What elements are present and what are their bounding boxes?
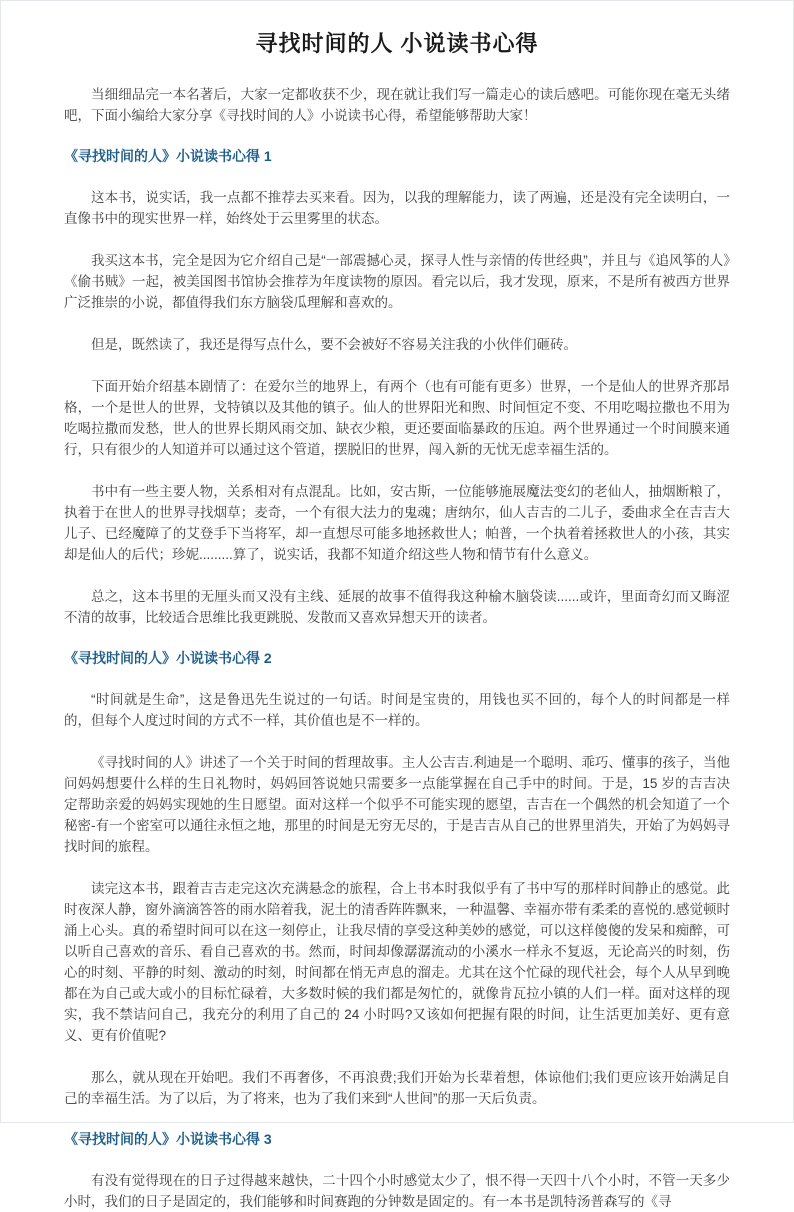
paragraph: 总之，这本书里的无厘头而又没有主线、延展的故事不值得我这种榆木脑袋读......或许，里面奇幻而又晦涩不清的故事，比较适合思维比我更跳脱、发散而又喜欢异想天开的读者。 [64,589,730,625]
section-2-heading: 《寻找时间的人》小说读书心得 2 [64,650,272,666]
paragraph: “时间就是生命”，这是鲁迅先生说过的一句话。时间是宝贵的，用钱也买不回的，每个人的时间都是一样的，但每个人度过时间的方式不一样，其价值也是不一样的。 [64,692,730,728]
section-1-heading: 《寻找时间的人》小说读书心得 1 [64,148,272,164]
section-3-heading: 《寻找时间的人》小说读书心得 3 [64,1131,272,1147]
paragraph: 书中有一些主要人物，关系相对有点混乱。比如，安古斯，一位能够施展魔法变幻的老仙人，抽烟断粮了，执着于在世人的世界寻找烟草；麦奇，一个有很大法力的鬼魂；唐纳尔，仙人吉吉的二儿子，委曲求全在吉吉大儿子、已经魔障了的艾登手下当将军，却一直想尽可能多地拯救世人；帕普，一个执着着拯救世人的小孩，其实却是仙人的后代；珍妮.........算了，说实话，我都不知道介绍这些人物和情节有什么意义。 [64,484,730,562]
paragraph: 那么，就从现在开始吧。我们不再奢侈，不再浪费;我们开始为长辈着想，体谅他们;我们更应该开始满足自己的幸福生活。为了以后，为了将来，也为了我们来到“人世间”的那一天后负责。 [64,1070,730,1106]
paragraph: 有没有觉得现在的日子过得越来越快，二十四个小时感觉太少了，恨不得一天四十八个小时，不管一天多少小时，我们的日子是固定的，我们能够和时间赛跑的分钟数是固定的。有一本书是凯特汤普森写的《寻 [64,1173,730,1209]
paragraph: 《寻找时间的人》讲述了一个关于时间的哲理故事。主人公吉吉.利迪是一个聪明、乖巧、懂事的孩子，当他问妈妈想要什么样的生日礼物时，妈妈回答说她只需要多一点能掌握在自己手中的时间。于是，15 岁的吉吉决定帮助亲爱的妈妈实现她的生日愿望。面对这样一个似乎不可能实现的愿望，吉吉在一个偶然的机会知道了一个秘密-有一个密室可以通往永恒之地，那里的时间是无穷无尽的，于是吉吉从自己的世界里消失，开始了为妈妈寻找时间的旅程。 [64,755,730,854]
document-title: 寻找时间的人 小说读书心得 [255,31,539,56]
paragraph: 但是，既然读了，我还是得写点什么，要不会被好不容易关注我的小伙伴们砸砖。 [91,337,577,352]
paragraph: 读完这本书，跟着吉吉走完这次充满悬念的旅程，合上书本时我似乎有了书中写的那样时间静止的感觉。此时夜深人静，窗外滴滴答答的雨水陪着我，泥土的清香阵阵飘来，一种温馨、幸福亦带有柔柔的喜悦的.感觉顿时涌上心头。真的希望时间可以在这一刻停止，让我尽情的享受这种美妙的感觉，可以这样傻傻的发呆和痴醉，可以听自己喜欢的音乐、看自己喜欢的书。然而，时间却像潺潺流动的小溪水一样永不复返，无论高兴的时刻，伤心的时刻、平静的时刻、激动的时刻，时间都在悄无声息的溜走。尤其在这个忙碌的现代社会，每个人从早到晚都在为自己或大或小的目标忙碌着，大多数时候的我们都是匆忙的，就像肯瓦拉小镇的人们一样。面对这样的现实，我不禁诘问自己，我充分的利用了自己的 24 小时吗?又该如何把握有限的时间，让生活更加美好、更有意义、更有价值呢? [64,881,730,1043]
paragraph: 我买这本书，完全是因为它介绍自己是“一部震撼心灵，探寻人性与亲情的传世经典”，并且与《追风筝的人》《偷书贼》一起，被美国图书馆协会推荐为年度读物的原因。看完以后，我才发现，原来，不是所有被西方世界广泛推崇的小说，都值得我们东方脑袋瓜理解和喜欢的。 [64,253,730,310]
paragraph: 这本书，说实话，我一点都不推荐去买来看。因为，以我的理解能力，读了两遍，还是没有完全读明白，一直像书中的现实世界一样，始终处于云里雾里的状态。 [64,190,730,226]
paragraph: 下面开始介绍基本剧情了：在爱尔兰的地界上，有两个（也有可能有更多）世界，一个是仙人的世界齐那昂格，一个是世人的世界，戈特镇以及其他的镇子。仙人的世界阳光和煦、时间恒定不变、不用吃喝拉撒也不用为吃喝拉撒而发愁，世人的世界长期风雨交加、缺衣少粮，更还要面临暴政的压迫。两个世界通过一个时间膜来通行，只有很少的人知道并可以通过这个管道，摆脱旧的世界，闯入新的无忧无虑幸福生活的。 [64,379,730,457]
intro-paragraph: 当细细品完一本名著后，大家一定都收获不少，现在就让我们写一篇走心的读后感吧。可能你现在毫无头绪吧，下面小编给大家分享《寻找时间的人》小说读书心得，希望能够帮助大家！ [64,87,730,123]
